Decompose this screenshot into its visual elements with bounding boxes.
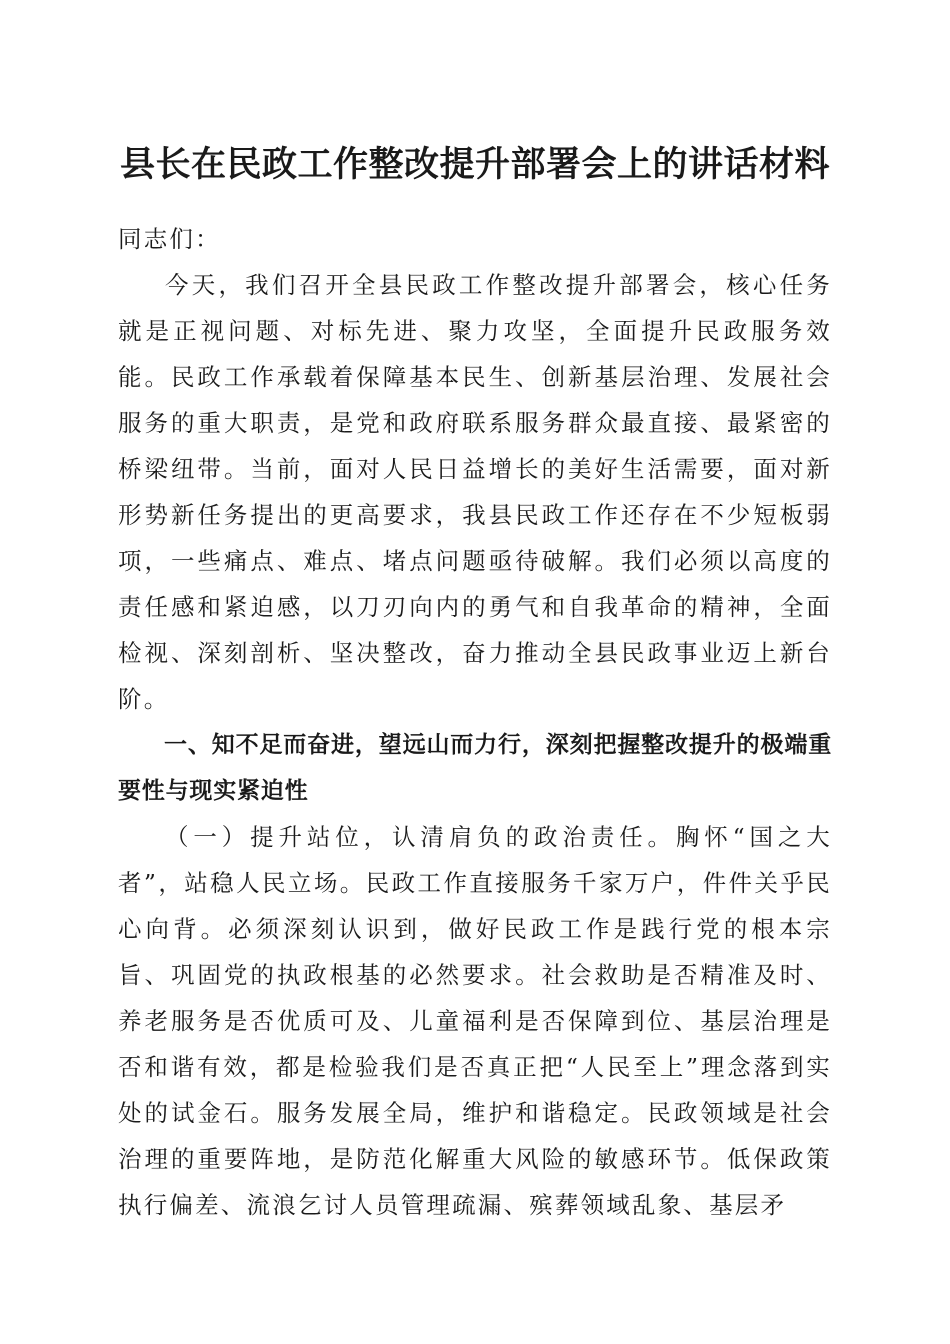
section-heading-1: 一、知不足而奋进，望远山而力行，深刻把握整改提升的极端重要性与现实紧迫性 bbox=[118, 732, 832, 804]
document-body bbox=[118, 216, 832, 1228]
document-title: 县长在民政工作整改提升部署会上的讲话材料 bbox=[119, 144, 830, 185]
intro-paragraph: 今天，我们召开全县民政工作整改提升部署会，核心任务就是正视问题、对标先进、聚力攻坚，全面提升民政服务效能。民政工作承载着保障基本民生、创新基层治理、发展社会服务的重大职责，是党和政府联系服务群众最直接、最紧密的桥梁纽带。当前，面对人民日益增长的美好生活需要，面对新形势新任务提出的更高要求，我县民政工作还存在不少短板弱项，一些痛点、难点、堵点问题亟待破解。我们必须以高度的责任感和紧迫感，以刀刃向内的勇气和自我革命的精神，全面检视、深刻剖析、坚决整改，奋力推动全县民政事业迈上新台阶。 bbox=[118, 271, 832, 713]
salutation: 同志们： bbox=[118, 225, 221, 253]
section-1-paragraph-1: （一）提升站位，认清肩负的政治责任。胸怀“国之大者”，站稳人民立场。民政工作直接服务千家万户，件件关乎民心向背。必须深刻认识到，做好民政工作是践行党的根本宗旨、巩固党的执政根基的必然要求。社会救助是否精准及时、养老服务是否优质可及、儿童福利是否保障到位、基层治理是否和谐有效，都是检验我们是否真正把“人民至上”理念落到实处的试金石。服务发展全局，维护和谐稳定。民政领域是社会治理的重要阵地，是防范化解重大风险的敏感环节。低保政策执行偏差、流浪乞讨人员管理疏漏、殡葬领域乱象、基层矛 bbox=[118, 823, 832, 1219]
